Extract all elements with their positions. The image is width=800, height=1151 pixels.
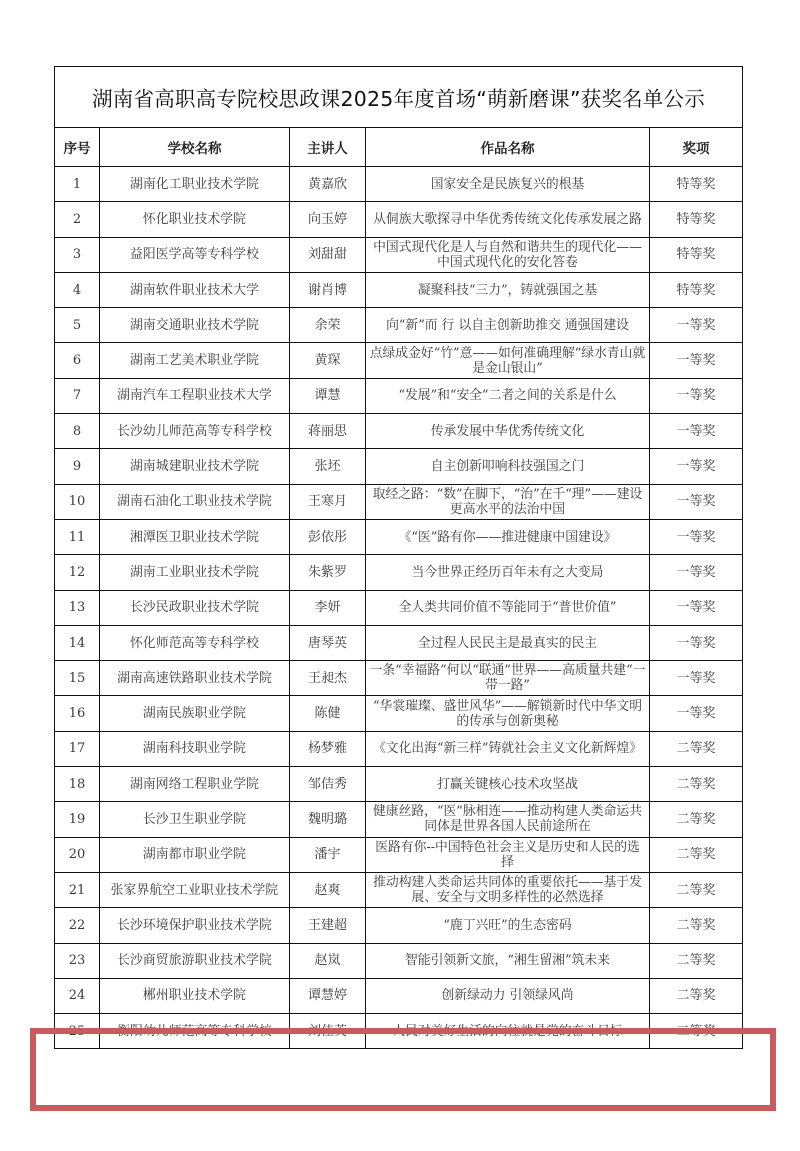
cell-speaker: 向玉婷 [290, 202, 366, 237]
cell-work: 凝聚科技“三力”，铸就强国之基 [366, 272, 650, 307]
table-row [55, 308, 743, 343]
table-row [55, 590, 743, 625]
cell-award: 二等奖 [650, 767, 743, 802]
cell-no: 10 [55, 484, 100, 519]
cell-work: 《“医”路有你——推进健康中国建设》 [366, 519, 650, 554]
cell-no: 23 [55, 943, 100, 978]
document-title: 湖南省高职高专院校思政课2025年度首场“萌新磨课”获奖名单公示 [55, 67, 743, 128]
column-header-school: 学校名称 [100, 128, 290, 167]
cell-award: 二等奖 [650, 943, 743, 978]
cell-no: 17 [55, 731, 100, 766]
cell-award: 一等奖 [650, 449, 743, 484]
cell-no: 19 [55, 802, 100, 837]
cell-no: 15 [55, 661, 100, 696]
table-row [55, 625, 743, 660]
cell-school: 长沙民政职业技术学院 [100, 590, 290, 625]
cell-no: 16 [55, 696, 100, 731]
cell-work: 全人类共同价值不等能同于“普世价值” [366, 590, 650, 625]
cell-school: 郴州职业技术学院 [100, 978, 290, 1013]
table-row [55, 167, 743, 202]
cell-work: 向“新”而 行 以自主创新助推交 通强国建设 [366, 308, 650, 343]
cell-speaker: 谭慧婷 [290, 978, 366, 1013]
cell-school: 湖南民族职业学院 [100, 696, 290, 731]
table-row [55, 767, 743, 802]
cell-speaker: 彭依彤 [290, 519, 366, 554]
cell-work: 推动构建人类命运共同体的重要依托——基于发展、安全与文明多样性的必然选择 [366, 872, 650, 907]
cell-school: 湖南工业职业技术学院 [100, 555, 290, 590]
cell-school: 长沙幼儿师范高等专科学校 [100, 414, 290, 449]
cell-no: 12 [55, 555, 100, 590]
cell-award: 一等奖 [650, 590, 743, 625]
table-row [55, 1014, 743, 1049]
cell-work: 中国式现代化是人与自然和谐共生的现代化——中国式现代化的安化答卷 [366, 237, 650, 272]
table-row [55, 696, 743, 731]
cell-school: 湖南化工职业技术学院 [100, 167, 290, 202]
cell-school: 益阳医学高等专科学校 [100, 237, 290, 272]
cell-speaker: 唐琴英 [290, 625, 366, 660]
cell-speaker: 黄嘉欣 [290, 167, 366, 202]
cell-award: 特等奖 [650, 237, 743, 272]
column-header-no: 序号 [55, 128, 100, 167]
cell-no: 24 [55, 978, 100, 1013]
cell-work: 点绿成金好“竹”意——如何准确理解“绿水青山就是金山银山” [366, 343, 650, 378]
cell-speaker: 刘佳英 [290, 1014, 366, 1049]
cell-speaker: 谢肖博 [290, 272, 366, 307]
cell-school: 湖南都市职业学院 [100, 837, 290, 872]
cell-award: 二等奖 [650, 908, 743, 943]
cell-work: 一条“幸福路”何以“联通”世界——高质量共建“一带一路” [366, 661, 650, 696]
cell-award: 特等奖 [650, 272, 743, 307]
column-header-work: 作品名称 [366, 128, 650, 167]
table-row [55, 661, 743, 696]
cell-school: 湖南交通职业技术学院 [100, 308, 290, 343]
cell-award: 二等奖 [650, 731, 743, 766]
table-row [55, 202, 743, 237]
cell-school: 长沙卫生职业学院 [100, 802, 290, 837]
cell-no: 18 [55, 767, 100, 802]
table-row [55, 943, 743, 978]
cell-school: 湖南汽车工程职业技术大学 [100, 378, 290, 413]
cell-award: 一等奖 [650, 343, 743, 378]
cell-speaker: 黄琛 [290, 343, 366, 378]
column-header-speaker: 主讲人 [290, 128, 366, 167]
cell-school: 怀化师范高等专科学校 [100, 625, 290, 660]
cell-school: 湖南科技职业学院 [100, 731, 290, 766]
table-body [55, 167, 743, 1049]
cell-speaker: 邹佶秀 [290, 767, 366, 802]
cell-speaker: 李妍 [290, 590, 366, 625]
table-row [55, 731, 743, 766]
table-row [55, 978, 743, 1013]
table-row [55, 484, 743, 519]
cell-work: 人民对美好生活的向往就是党的奋斗目标 [366, 1014, 650, 1049]
cell-school: 湖南网络工程职业学院 [100, 767, 290, 802]
table-row [55, 555, 743, 590]
cell-school: 湖南工艺美术职业学院 [100, 343, 290, 378]
cell-no: 3 [55, 237, 100, 272]
cell-no: 22 [55, 908, 100, 943]
cell-speaker: 陈健 [290, 696, 366, 731]
cell-award: 特等奖 [650, 202, 743, 237]
cell-work: 当今世界正经历百年未有之大变局 [366, 555, 650, 590]
cell-work: 创新绿动力 引领绿风尚 [366, 978, 650, 1013]
cell-speaker: 魏明璐 [290, 802, 366, 837]
cell-work: 自主创新叩响科技强国之门 [366, 449, 650, 484]
cell-speaker: 赵爽 [290, 872, 366, 907]
cell-award: 一等奖 [650, 414, 743, 449]
cell-award: 特等奖 [650, 167, 743, 202]
cell-speaker: 蒋丽思 [290, 414, 366, 449]
table-row [55, 908, 743, 943]
table-row [55, 414, 743, 449]
table-row [55, 237, 743, 272]
cell-award: 二等奖 [650, 978, 743, 1013]
cell-no: 2 [55, 202, 100, 237]
cell-work: 国家安全是民族复兴的根基 [366, 167, 650, 202]
cell-no: 1 [55, 167, 100, 202]
cell-work: “华裳璀璨、盛世风华”——解锁新时代中华文明的传承与创新奥秘 [366, 696, 650, 731]
cell-work: 健康丝路，“医”脉相连——推动构建人类命运共同体是世界各国人民前途所在 [366, 802, 650, 837]
cell-no: 4 [55, 272, 100, 307]
cell-no: 25 [55, 1014, 100, 1049]
cell-work: 智能引领新文旅，“湘生留湘”筑未来 [366, 943, 650, 978]
cell-award: 一等奖 [650, 625, 743, 660]
cell-school: 湖南石油化工职业技术学院 [100, 484, 290, 519]
cell-speaker: 王寒月 [290, 484, 366, 519]
cell-school: 湘潭医卫职业技术学院 [100, 519, 290, 554]
cell-school: 长沙环境保护职业技术学院 [100, 908, 290, 943]
table-row [55, 802, 743, 837]
cell-no: 11 [55, 519, 100, 554]
cell-speaker: 赵岚 [290, 943, 366, 978]
cell-award: 二等奖 [650, 802, 743, 837]
cell-work: 从侗族大歌探寻中华优秀传统文化传承发展之路 [366, 202, 650, 237]
cell-award: 一等奖 [650, 308, 743, 343]
cell-award: 一等奖 [650, 484, 743, 519]
table-row [55, 519, 743, 554]
cell-work: 传承发展中华优秀传统文化 [366, 414, 650, 449]
cell-no: 13 [55, 590, 100, 625]
cell-no: 20 [55, 837, 100, 872]
cell-work: 医路有你--中国特色社会主义是历史和人民的选择 [366, 837, 650, 872]
cell-school: 长沙商贸旅游职业技术学院 [100, 943, 290, 978]
cell-award: 一等奖 [650, 555, 743, 590]
cell-work: 全过程人民民主是最真实的民主 [366, 625, 650, 660]
cell-speaker: 潘宇 [290, 837, 366, 872]
cell-award: 一等奖 [650, 519, 743, 554]
table-row [55, 343, 743, 378]
cell-award: 二等奖 [650, 1014, 743, 1049]
cell-school: 湖南城建职业技术学院 [100, 449, 290, 484]
column-header-award: 奖项 [650, 128, 743, 167]
cell-no: 21 [55, 872, 100, 907]
cell-work: “发展”和“安全”二者之间的关系是什么 [366, 378, 650, 413]
cell-speaker: 王昶杰 [290, 661, 366, 696]
cell-speaker: 王建超 [290, 908, 366, 943]
cell-award: 二等奖 [650, 872, 743, 907]
cell-no: 7 [55, 378, 100, 413]
cell-work: 打赢关键核心技术攻坚战 [366, 767, 650, 802]
cell-work: 《文化出海“新三样”铸就社会主义文化新辉煌》 [366, 731, 650, 766]
cell-no: 14 [55, 625, 100, 660]
header-row [55, 128, 743, 167]
cell-no: 6 [55, 343, 100, 378]
table-row [55, 378, 743, 413]
cell-speaker: 杨梦雅 [290, 731, 366, 766]
cell-school: 衡阳幼儿师范高等专科学校 [100, 1014, 290, 1049]
award-list-table [54, 66, 743, 1049]
cell-no: 9 [55, 449, 100, 484]
cell-speaker: 谭慧 [290, 378, 366, 413]
cell-speaker: 刘甜甜 [290, 237, 366, 272]
cell-speaker: 余荣 [290, 308, 366, 343]
cell-award: 一等奖 [650, 661, 743, 696]
cell-speaker: 张坯 [290, 449, 366, 484]
cell-award: 二等奖 [650, 837, 743, 872]
cell-award: 一等奖 [650, 378, 743, 413]
cell-school: 张家界航空工业职业技术学院 [100, 872, 290, 907]
table-row [55, 837, 743, 872]
cell-school: 湖南高速铁路职业技术学院 [100, 661, 290, 696]
table-row [55, 872, 743, 907]
table-row [55, 449, 743, 484]
cell-award: 一等奖 [650, 696, 743, 731]
cell-school: 湖南软件职业技术大学 [100, 272, 290, 307]
cell-school: 怀化职业技术学院 [100, 202, 290, 237]
cell-no: 5 [55, 308, 100, 343]
cell-no: 8 [55, 414, 100, 449]
table-row [55, 272, 743, 307]
cell-work: “鹿丁兴旺”的生态密码 [366, 908, 650, 943]
cell-speaker: 朱紫罗 [290, 555, 366, 590]
cell-work: 取经之路：“数”在脚下，“治”在千“理”——建设更高水平的法治中国 [366, 484, 650, 519]
